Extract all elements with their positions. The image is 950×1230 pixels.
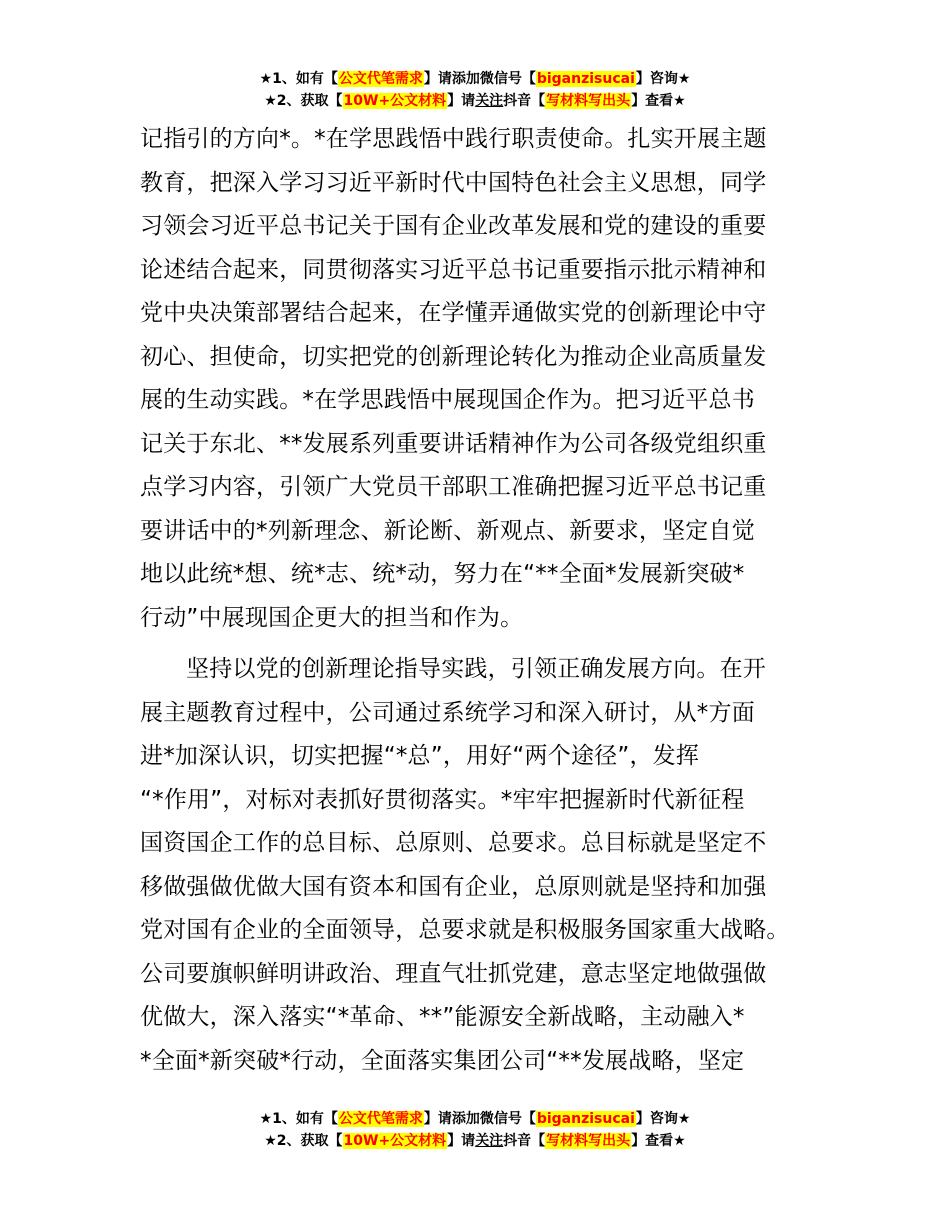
text-line: 教育，把深入学习习近平新时代中国特色社会主义思想，同学 [140, 169, 767, 196]
underlined-follow: 关注 [475, 93, 504, 109]
text-line: 地以此统*想、统*志、统*动，努力在“**全面*发展新突破* [140, 561, 745, 587]
underlined-follow: 关注 [475, 1133, 504, 1149]
paragraph-2 [140, 648, 830, 1083]
text-line: 点学习内容，引领广大党员干部职工准确把握习近平总书记重 [140, 474, 767, 500]
text-line: 优做大，深入落实“*革命、**”能源安全新战略，主动融入* [140, 1004, 745, 1030]
highlight-douyin-account: 写材料写出头 [546, 93, 631, 109]
text-line: 要讲话中的*列新理念、新论断、新观点、新要求，坚定自觉 [140, 517, 755, 544]
text-line: 展主题教育过程中，公司通过系统学习和深入研讨，从*方面 [140, 699, 755, 726]
text-line: 展的生动实践。*在学思践悟中展现国企作为。把习近平总书 [140, 387, 755, 413]
text-line: 论述结合起来，同贯彻落实习近平总书记重要指示批示精神和 [140, 256, 767, 283]
text-line: 初心、担使命，切实把党的创新理论转化为推动企业高质量发 [140, 343, 767, 370]
footer-banner [0, 1108, 950, 1152]
text-line: 记指引的方向*。*在学思践悟中践行职责使命。扎实开展主题 [140, 126, 767, 152]
document-body [140, 118, 830, 1083]
text-line: 移做强做优做大国有资本和国有企业，总原则就是坚持和加强 [140, 873, 767, 900]
highlight-service: 公文代笔需求 [338, 1111, 423, 1127]
text-line: “*作用”，对标对表抓好贯彻落实。*牢牢把握新时代新征程 [140, 786, 745, 813]
header-banner [0, 68, 950, 112]
text-line: 国资国企工作的总目标、总原则、总要求。总目标就是坚定不 [140, 830, 767, 856]
banner-line-1: ★1、如有【公文代笔需求】请添加微信号【biganzisucai】咨询★ [259, 1111, 691, 1127]
text-line: 进*加深认识，切实把握“*总”，用好“两个途径”，发挥 [140, 743, 700, 769]
text-line: 党中央决策部署结合起来，在学懂弄通做实党的创新理论中守 [140, 300, 767, 326]
text-line: 坚持以党的创新理论指导实践，引领正确发展方向。在开 [186, 656, 766, 682]
banner-line-2: ★2、获取【10W+公文材料】请关注抖音【写材料写出头】查看★ [264, 1133, 686, 1149]
text-line: *全面*新突破*行动，全面落实集团公司“**发展战略，坚定 [140, 1047, 745, 1074]
paragraph-1 [140, 118, 830, 640]
highlight-materials: 10W+公文材料 [343, 1133, 447, 1149]
banner-line-1: ★1、如有【公文代笔需求】请添加微信号【biganzisucai】咨询★ [259, 71, 691, 87]
text-line: 行动”中展现国企更大的担当和作为。 [140, 604, 524, 631]
highlight-douyin-account: 写材料写出头 [546, 1133, 631, 1149]
highlight-wechat-id: biganzisucai [536, 1111, 635, 1127]
text-line: 习领会习近平总书记关于国有企业改革发展和党的建设的重要 [140, 213, 767, 239]
highlight-materials: 10W+公文材料 [343, 93, 447, 109]
text-line: 党对国有企业的全面领导，总要求就是积极服务国家重大战略。 [140, 917, 790, 943]
banner-line-2: ★2、获取【10W+公文材料】请关注抖音【写材料写出头】查看★ [264, 93, 686, 109]
highlight-wechat-id: biganzisucai [536, 71, 635, 87]
highlight-service: 公文代笔需求 [338, 71, 423, 87]
text-line: 记关于东北、**发展系列重要讲话精神作为公司各级党组织重 [140, 430, 767, 457]
text-line: 公司要旗帜鲜明讲政治、理直气壮抓党建，意志坚定地做强做 [140, 960, 767, 987]
